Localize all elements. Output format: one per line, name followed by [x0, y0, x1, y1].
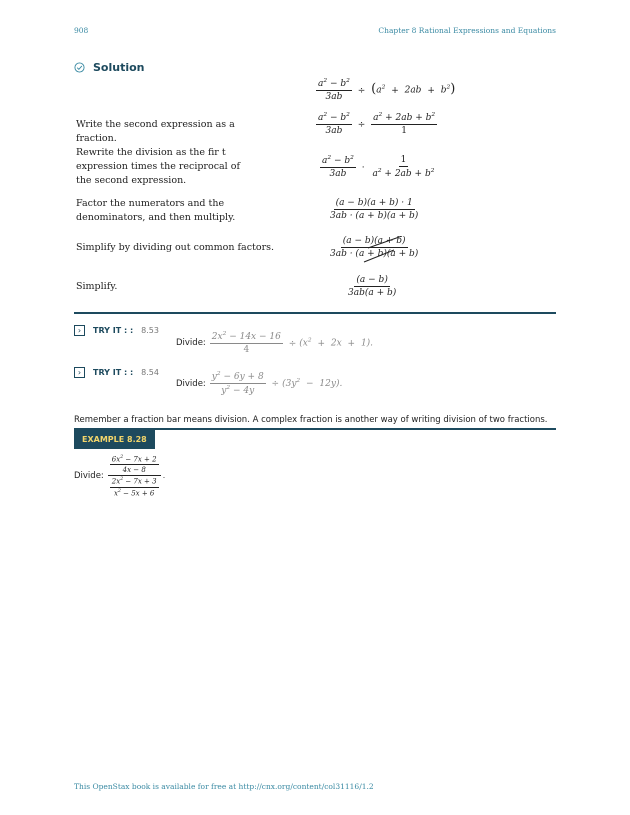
step-text-3: Factor the numerators and the denominators, and then multiply. — [76, 198, 236, 223]
example-complex-fraction: $\frac{\frac{6x^2 - 7x + 2}{4x - 8}}{\frac{2x^2 - 7x + 3}{x^2 - 5x + 6}}$ . — [108, 455, 165, 497]
solution-title: Solution — [93, 61, 145, 74]
step-text-1: Write the second expression as a fraction. — [76, 119, 235, 144]
check-circle-icon — [74, 58, 85, 77]
try-it-header-2 — [74, 367, 159, 378]
example-badge: EXAMPLE 8.28 — [74, 430, 155, 449]
math-step-5: $\frac{(a - b)}{3ab(a + b)}$ — [348, 275, 397, 298]
try-it-header-1 — [74, 325, 159, 336]
step-text-4: Simplify by dividing out common factors. — [76, 242, 275, 253]
try-it-label: TRY IT : : — [93, 326, 134, 335]
math-step-4: $\frac{(a - b)(a + b)}{3ab \cdot (a + b)(a + b)}$ — [328, 236, 420, 259]
cancel-strike-marks — [328, 236, 418, 264]
example-prompt: Divide: — [74, 470, 104, 481]
solution-heading — [74, 58, 145, 77]
math-step-3: $\frac{(a - b)(a + b) \cdot 1}{3ab \cdot (a + b)(a + b)}$ — [330, 198, 419, 221]
remember-paragraph: Remember a fraction bar means division. A complex fraction is another way of writing division of two fractions. — [74, 415, 548, 425]
step-text-5: Simplify. — [76, 281, 118, 292]
expand-chevron-icon[interactable]: › — [74, 325, 85, 336]
section-divider — [74, 312, 556, 314]
try-it-expression-2: $\frac{y^2 - 6y + 8}{y^2 - 4y}$ ÷ $(3y^2 - 12y)$. — [211, 371, 343, 396]
math-step-2: $\frac{a^2 - b^2}{3ab}$ · $\frac{1}{a^2 + 2ab + b^2}$ — [322, 155, 435, 179]
try-it-problem-1 — [176, 331, 373, 355]
step-text-2: Rewrite the division as the fir t expression times the reciprocal of the second expression. — [76, 147, 240, 186]
math-initial: $\frac{a^2 - b^2}{3ab}$ ÷ $(a^2 + 2ab + b^2)$ — [318, 78, 456, 102]
try-it-prompt: Divide: — [176, 338, 206, 348]
math-step-1: $\frac{a^2 - b^2}{3ab}$ ÷ $\frac{a^2 + 2ab + b^2}{1}$ — [318, 112, 436, 136]
try-it-prompt: Divide: — [176, 378, 206, 389]
expand-chevron-icon[interactable]: › — [74, 367, 85, 378]
try-it-label: TRY IT : : — [93, 368, 134, 377]
footer-text: This OpenStax book is available for free at http://cnx.org/content/col31116/1.2 — [74, 782, 374, 791]
try-it-number: 8.53 — [141, 326, 159, 335]
try-it-expression-1: $\frac{2x^2 - 14x - 16}{4}$ ÷ $(x^2 + 2x + 1)$. — [211, 331, 374, 355]
chapter-title: Chapter 8 Rational Expressions and Equations — [378, 26, 556, 35]
try-it-number: 8.54 — [141, 368, 159, 377]
page-number: 908 — [74, 26, 89, 35]
example-problem — [74, 455, 165, 497]
try-it-problem-2 — [176, 371, 342, 396]
